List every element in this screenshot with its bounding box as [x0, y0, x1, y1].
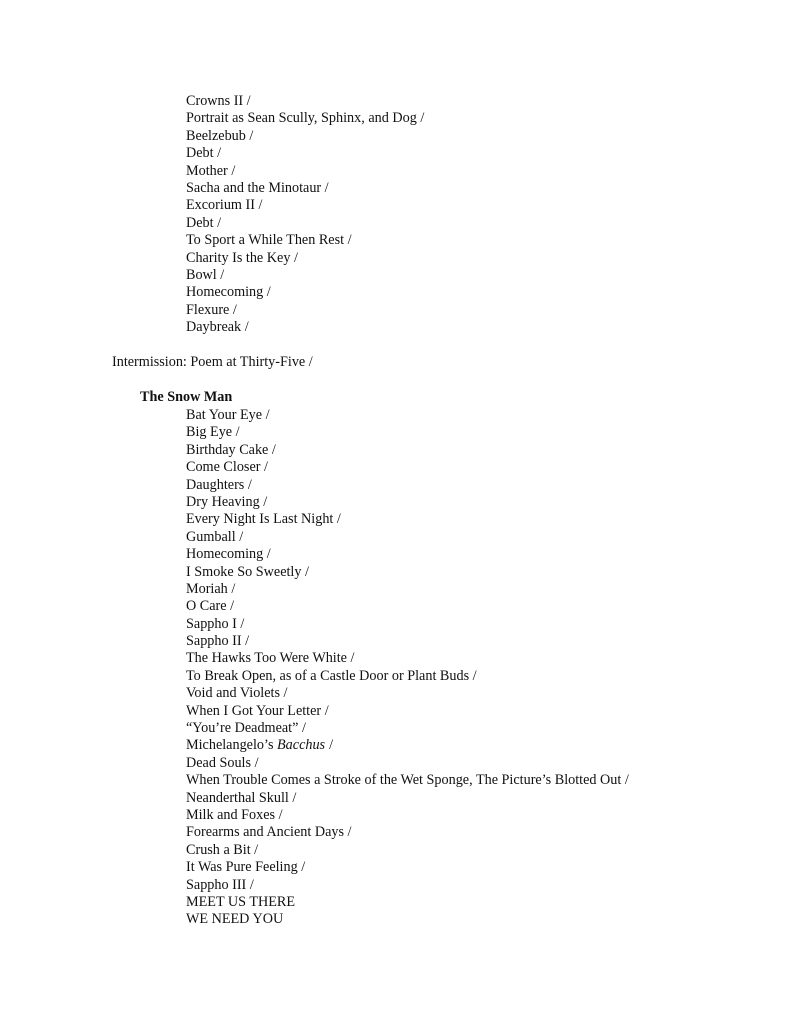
- poem-title: Crowns II /: [186, 93, 251, 109]
- poem-title: It Was Pure Feeling /: [186, 859, 306, 876]
- poem-title: Forearms and Ancient Days /: [186, 824, 352, 841]
- poem-title: O Care /: [186, 598, 235, 615]
- poem-title-prefix: Michelangelo’s: [186, 737, 274, 754]
- poem-title: Dry Heaving /: [186, 493, 268, 510]
- poem-title: When I Got Your Letter /: [186, 702, 329, 719]
- poem-title: Homecoming /: [186, 546, 271, 563]
- poem-title: Charity Is the Key /: [186, 249, 298, 266]
- poem-title: Sacha and the Minotaur /: [186, 179, 329, 196]
- poem-title: Bat Your Eye /: [186, 407, 270, 423]
- poem-title: Crush a Bit /: [186, 841, 259, 858]
- poem-title: Every Night Is Last Night /: [186, 511, 341, 528]
- poem-title: I Smoke So Sweetly /: [186, 563, 309, 580]
- poem-list-snow-man: [186, 407, 629, 929]
- poem-title: Flexure /: [186, 301, 237, 318]
- poem-title-suffix: /: [329, 737, 334, 754]
- intermission-line: Intermission: Poem at Thirty-Five /: [112, 354, 313, 370]
- poem-title: Sappho II /: [186, 633, 250, 650]
- poem-list-first: [186, 93, 424, 336]
- poem-title: The Hawks Too Were White /: [186, 650, 355, 667]
- poem-title: Sappho III /: [186, 876, 254, 893]
- poem-title: Moriah /: [186, 580, 236, 597]
- poem-title: Daughters /: [186, 476, 252, 493]
- poem-title: Excorium II /: [186, 197, 263, 214]
- poem-title: Portrait as Sean Scully, Sphinx, and Dog /: [186, 110, 425, 127]
- poem-title: “You’re Deadmeat” /: [186, 720, 306, 737]
- poem-title: To Sport a While Then Rest /: [186, 232, 352, 249]
- poem-title: Sappho I /: [186, 615, 245, 632]
- poem-title: MEET US THERE: [186, 893, 296, 910]
- poem-title: To Break Open, as of a Castle Door or Plant Buds /: [186, 667, 477, 684]
- poem-title-michelangelo: [186, 737, 629, 754]
- poem-title: WE NEED YOU: [186, 911, 284, 928]
- poem-title: Debt /: [186, 145, 222, 162]
- poem-title: Mother /: [186, 162, 236, 179]
- poem-title: Dead Souls /: [186, 754, 259, 771]
- poem-title: Birthday Cake /: [186, 441, 276, 458]
- poem-title: Homecoming /: [186, 284, 271, 301]
- poem-title-italic: Bacchus: [277, 737, 326, 754]
- poem-title: Bowl /: [186, 266, 225, 283]
- poem-title: Big Eye /: [186, 424, 240, 441]
- poem-title: Gumball /: [186, 528, 244, 545]
- poem-title: Come Closer /: [186, 459, 268, 476]
- poem-title: Daybreak /: [186, 319, 249, 336]
- poem-title: Debt /: [186, 214, 222, 231]
- section-heading: The Snow Man: [140, 389, 233, 405]
- poem-title: Neanderthal Skull /: [186, 789, 297, 806]
- poem-title: Void and Violets /: [186, 685, 288, 702]
- poem-title: Milk and Foxes /: [186, 806, 283, 823]
- poem-title: When Trouble Comes a Stroke of the Wet Sponge, The Picture’s Blotted Out /: [186, 772, 629, 789]
- poem-title: Beelzebub /: [186, 127, 254, 144]
